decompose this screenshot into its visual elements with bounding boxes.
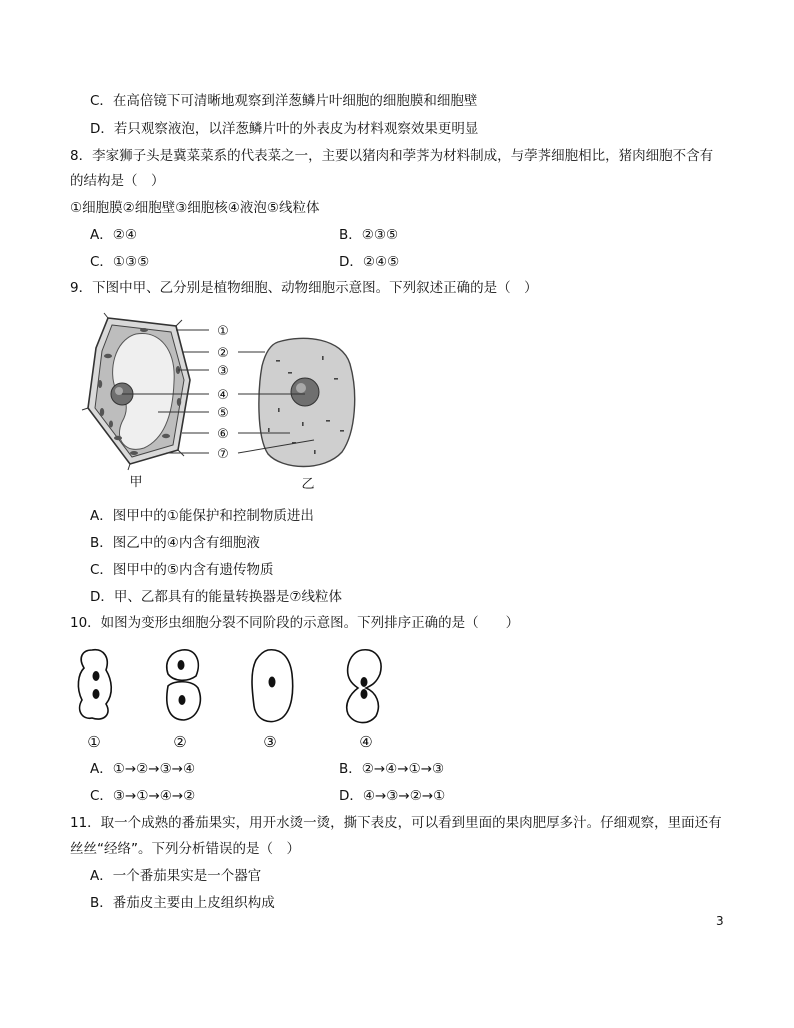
q8-structure-list: ①细胞膜②细胞壁③细胞核④液泡⑤线粒体 <box>70 200 320 216</box>
diagram-label-7: ⑦ <box>217 447 229 462</box>
q9-option-d: D．甲、乙都具有的能量转换器是⑦线粒体 <box>90 589 342 605</box>
amoeba-label-2: ② <box>173 733 187 751</box>
q10-stem: 10．如图为变形虫细胞分裂不同阶段的示意图。下列排序正确的是（ ） <box>70 615 520 631</box>
q8-stem-line1: 8．李家狮子头是冀菜菜系的代表菜之一，主要以猪肉和荸荠为材料制成，与荸荠细胞相比，猪肉细胞不含有 <box>70 148 714 164</box>
caption-jia: 甲 <box>129 475 143 490</box>
diagram-label-3: ③ <box>217 364 229 379</box>
q9-stem: 9．下图中甲、乙分别是植物细胞、动物细胞示意图。下列叙述正确的是（ ） <box>70 280 538 296</box>
q7-option-d: D．若只观察液泡，以洋葱鳞片叶的外表皮为材料观察效果更明显 <box>90 121 479 137</box>
caption-yi: 乙 <box>301 477 315 492</box>
amoeba-stage-1 <box>78 650 111 719</box>
q10-option-a: A．①→②→③→④ <box>90 761 196 777</box>
q11-option-b: B．番茄皮主要由上皮组织构成 <box>90 895 275 911</box>
q9-option-b: B．图乙中的④内含有细胞液 <box>90 535 260 551</box>
amoeba-label-4: ④ <box>359 733 373 751</box>
q11-stem-line1: 11．取一个成熟的番茄果实，用开水烫一烫，撕下表皮，可以看到里面的果肉肥厚多汁。仔细观察，里面还有 <box>70 815 722 831</box>
q9-cell-diagram <box>78 312 378 494</box>
diagram-label-1: ① <box>217 324 229 339</box>
page-number: 3 <box>716 914 724 928</box>
q10-option-d: D．④→③→②→① <box>339 788 446 804</box>
diagram-label-5: ⑤ <box>217 406 229 421</box>
amoeba-label-1: ① <box>87 733 101 751</box>
q11-stem-line2: 丝丝“经络”。下列分析错误的是（ ） <box>70 841 300 857</box>
amoeba-label-3: ③ <box>263 733 277 751</box>
q9-option-c: C．图甲中的⑤内含有遗传物质 <box>90 562 274 578</box>
q8-stem-line2: 的结构是（ ） <box>70 173 165 189</box>
q9-option-a: A．图甲中的①能保护和控制物质进出 <box>90 508 314 524</box>
q8-option-c: C．①③⑤ <box>90 254 150 270</box>
amoeba-stage-4 <box>347 650 381 723</box>
q8-option-a: A．②④ <box>90 227 137 243</box>
amoeba-stage-2 <box>167 650 201 720</box>
q11-option-a: A．一个番茄果实是一个器官 <box>90 868 262 884</box>
plant-cell <box>82 313 190 470</box>
diagram-label-4: ④ <box>217 388 229 403</box>
diagram-label-2: ② <box>217 346 229 361</box>
amoeba-stage-3 <box>252 650 293 722</box>
q8-option-d: D．②④⑤ <box>339 254 400 270</box>
diagram-label-6: ⑥ <box>217 427 229 442</box>
q10-option-c: C．③→①→④→② <box>90 788 196 804</box>
q8-option-b: B．②③⑤ <box>339 227 399 243</box>
q10-option-b: B．②→④→①→③ <box>339 761 445 777</box>
q7-option-c: C．在高倍镜下可清晰地观察到洋葱鳞片叶细胞的细胞膜和细胞壁 <box>90 93 478 109</box>
q10-amoeba-diagram <box>70 644 400 756</box>
